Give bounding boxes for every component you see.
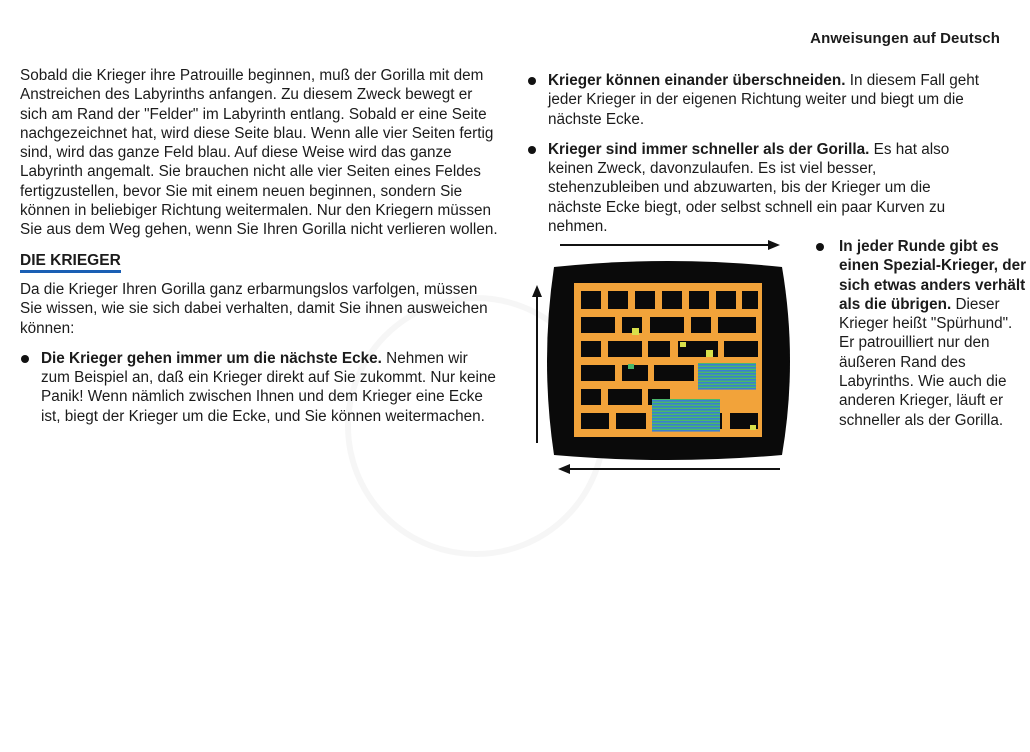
maze-cell — [581, 341, 601, 357]
maze-cell — [742, 291, 758, 309]
maze-cell — [635, 291, 655, 309]
bullet-icon — [528, 77, 536, 85]
maze-cell — [581, 389, 601, 405]
bullet-icon — [21, 355, 29, 363]
paint-stripe — [698, 367, 756, 369]
paint-stripe — [698, 382, 756, 384]
list-item-special-warrior — [818, 237, 1030, 430]
left-column — [20, 66, 500, 426]
maze-cell — [662, 291, 682, 309]
bullet-text: Nehmen wir zum Beispiel an, daß ein Krieger direkt auf Sie zukommt. Nur keine Panik! Wenn nämlich zwischen Ihnen und dem Krieger eine Ecke ist, biegt der Krieger um die Ecke, und Sie können weitermachen. — [41, 349, 496, 425]
bullet-text: Dieser Krieger heißt "Spürhund". Er patrouilliert nur den äußeren Rand des Labyrinths. Wie auch die anderen Krieger, läuft er schneller als der Gorilla. — [839, 295, 1013, 429]
maze-cell — [718, 317, 756, 333]
arrow-right-icon — [560, 240, 780, 250]
paint-stripe — [698, 376, 756, 378]
arrow-up-icon — [532, 285, 542, 443]
maze-cell — [716, 291, 736, 309]
paint-stripe — [652, 421, 720, 423]
maze-illustration — [528, 233, 813, 483]
paint-stripe — [652, 403, 720, 405]
paint-stripe — [652, 406, 720, 408]
maze-cell — [622, 365, 648, 381]
maze-cell — [689, 291, 709, 309]
arrow-left-icon — [558, 464, 780, 474]
bullet-bold-text: Krieger können einander überschneiden. — [548, 72, 846, 89]
maze-cell — [581, 365, 615, 381]
paint-stripe — [652, 424, 720, 426]
paint-stripe — [652, 415, 720, 417]
maze-cell — [608, 291, 628, 309]
bullet-text: Es hat also keinen Zweck, davonzulaufen. Es ist viel besser, stehenzubleiben und abzuwarten, bis der Krieger um die nächste Ecke biegt, oder selbst schnell ein paar Kurven zu nehmen. — [548, 140, 950, 236]
maze-cell — [581, 291, 601, 309]
paint-stripe — [698, 388, 756, 390]
maze-cell — [616, 413, 646, 429]
paint-stripe — [698, 364, 756, 366]
maze-cell — [724, 341, 758, 357]
list-item — [527, 71, 987, 129]
paint-stripe — [652, 409, 720, 411]
warriors-intro-paragraph: Da die Krieger Ihren Gorilla ganz erbarmungslos varfolgen, müssen Sie wissen, wie sie sich dabei verhalten, damit Sie ihnen ausweichen können: — [20, 280, 488, 337]
paint-stripe — [698, 385, 756, 387]
maze-cell — [691, 317, 711, 333]
maze-cell — [581, 317, 615, 333]
right-column — [527, 71, 987, 236]
maze-cell — [654, 365, 694, 381]
list-item — [527, 140, 987, 236]
bullet-bold-text: In jeder Runde gibt es einen Spezial-Krieger, der sich etwas anders verhält als die übrigen. — [839, 238, 1027, 313]
bullet-icon — [528, 146, 536, 154]
maze-cell — [648, 341, 670, 357]
paint-stripe — [652, 418, 720, 420]
bullet-bold-text: Krieger sind immer schneller als der Gorilla. — [548, 140, 870, 158]
paint-stripe — [698, 370, 756, 372]
list-item — [20, 349, 500, 426]
paint-stripe — [698, 373, 756, 375]
bullet-icon — [816, 243, 824, 251]
section-heading-krieger: DIE KRIEGER — [20, 251, 121, 273]
paint-stripe — [652, 427, 720, 429]
intro-paragraph: Sobald die Krieger ihre Patrouille beginnen, muß der Gorilla mit dem Anstreichen des Labyrinths anfangen. Zu diesem Zweck bewegt er sich am Rand der "Felder" im Labyrinth entlang. Sobald er eine Seite nachgezeichnet hat, wird diese Seite blau. Wenn alle vier Seiten fertig sind, wird das ganze Feld blau. Auf diese Weise wird das ganze Labyrinth angemalt. Sie brauchen nicht alle vier Seiten eines Feldes fertigzustellen, bevor Sie mit einem neuen beginnen, sondern Sie können in beliebiger Richtung weitermalen. Nur den Kriegern müssen Sie aus dem Weg gehen, wenn Sie Ihren Gorilla nicht verlieren wollen. — [20, 67, 498, 239]
bullet-text: In diesem Fall geht jeder Krieger in der eigenen Richtung weiter und biegt um die nächste Ecke. — [548, 72, 980, 128]
maze-cell — [650, 317, 684, 333]
paint-stripe — [652, 430, 720, 432]
bullet-bold-text: Die Krieger gehen immer um die nächste Ecke. — [41, 349, 382, 367]
maze-cell — [608, 389, 642, 405]
paint-stripe — [652, 400, 720, 402]
maze-cell — [608, 341, 642, 357]
paint-stripe — [698, 379, 756, 381]
maze-cell — [581, 413, 609, 429]
paint-stripe — [652, 412, 720, 414]
page-header: Anweisungen auf Deutsch — [810, 30, 1000, 47]
